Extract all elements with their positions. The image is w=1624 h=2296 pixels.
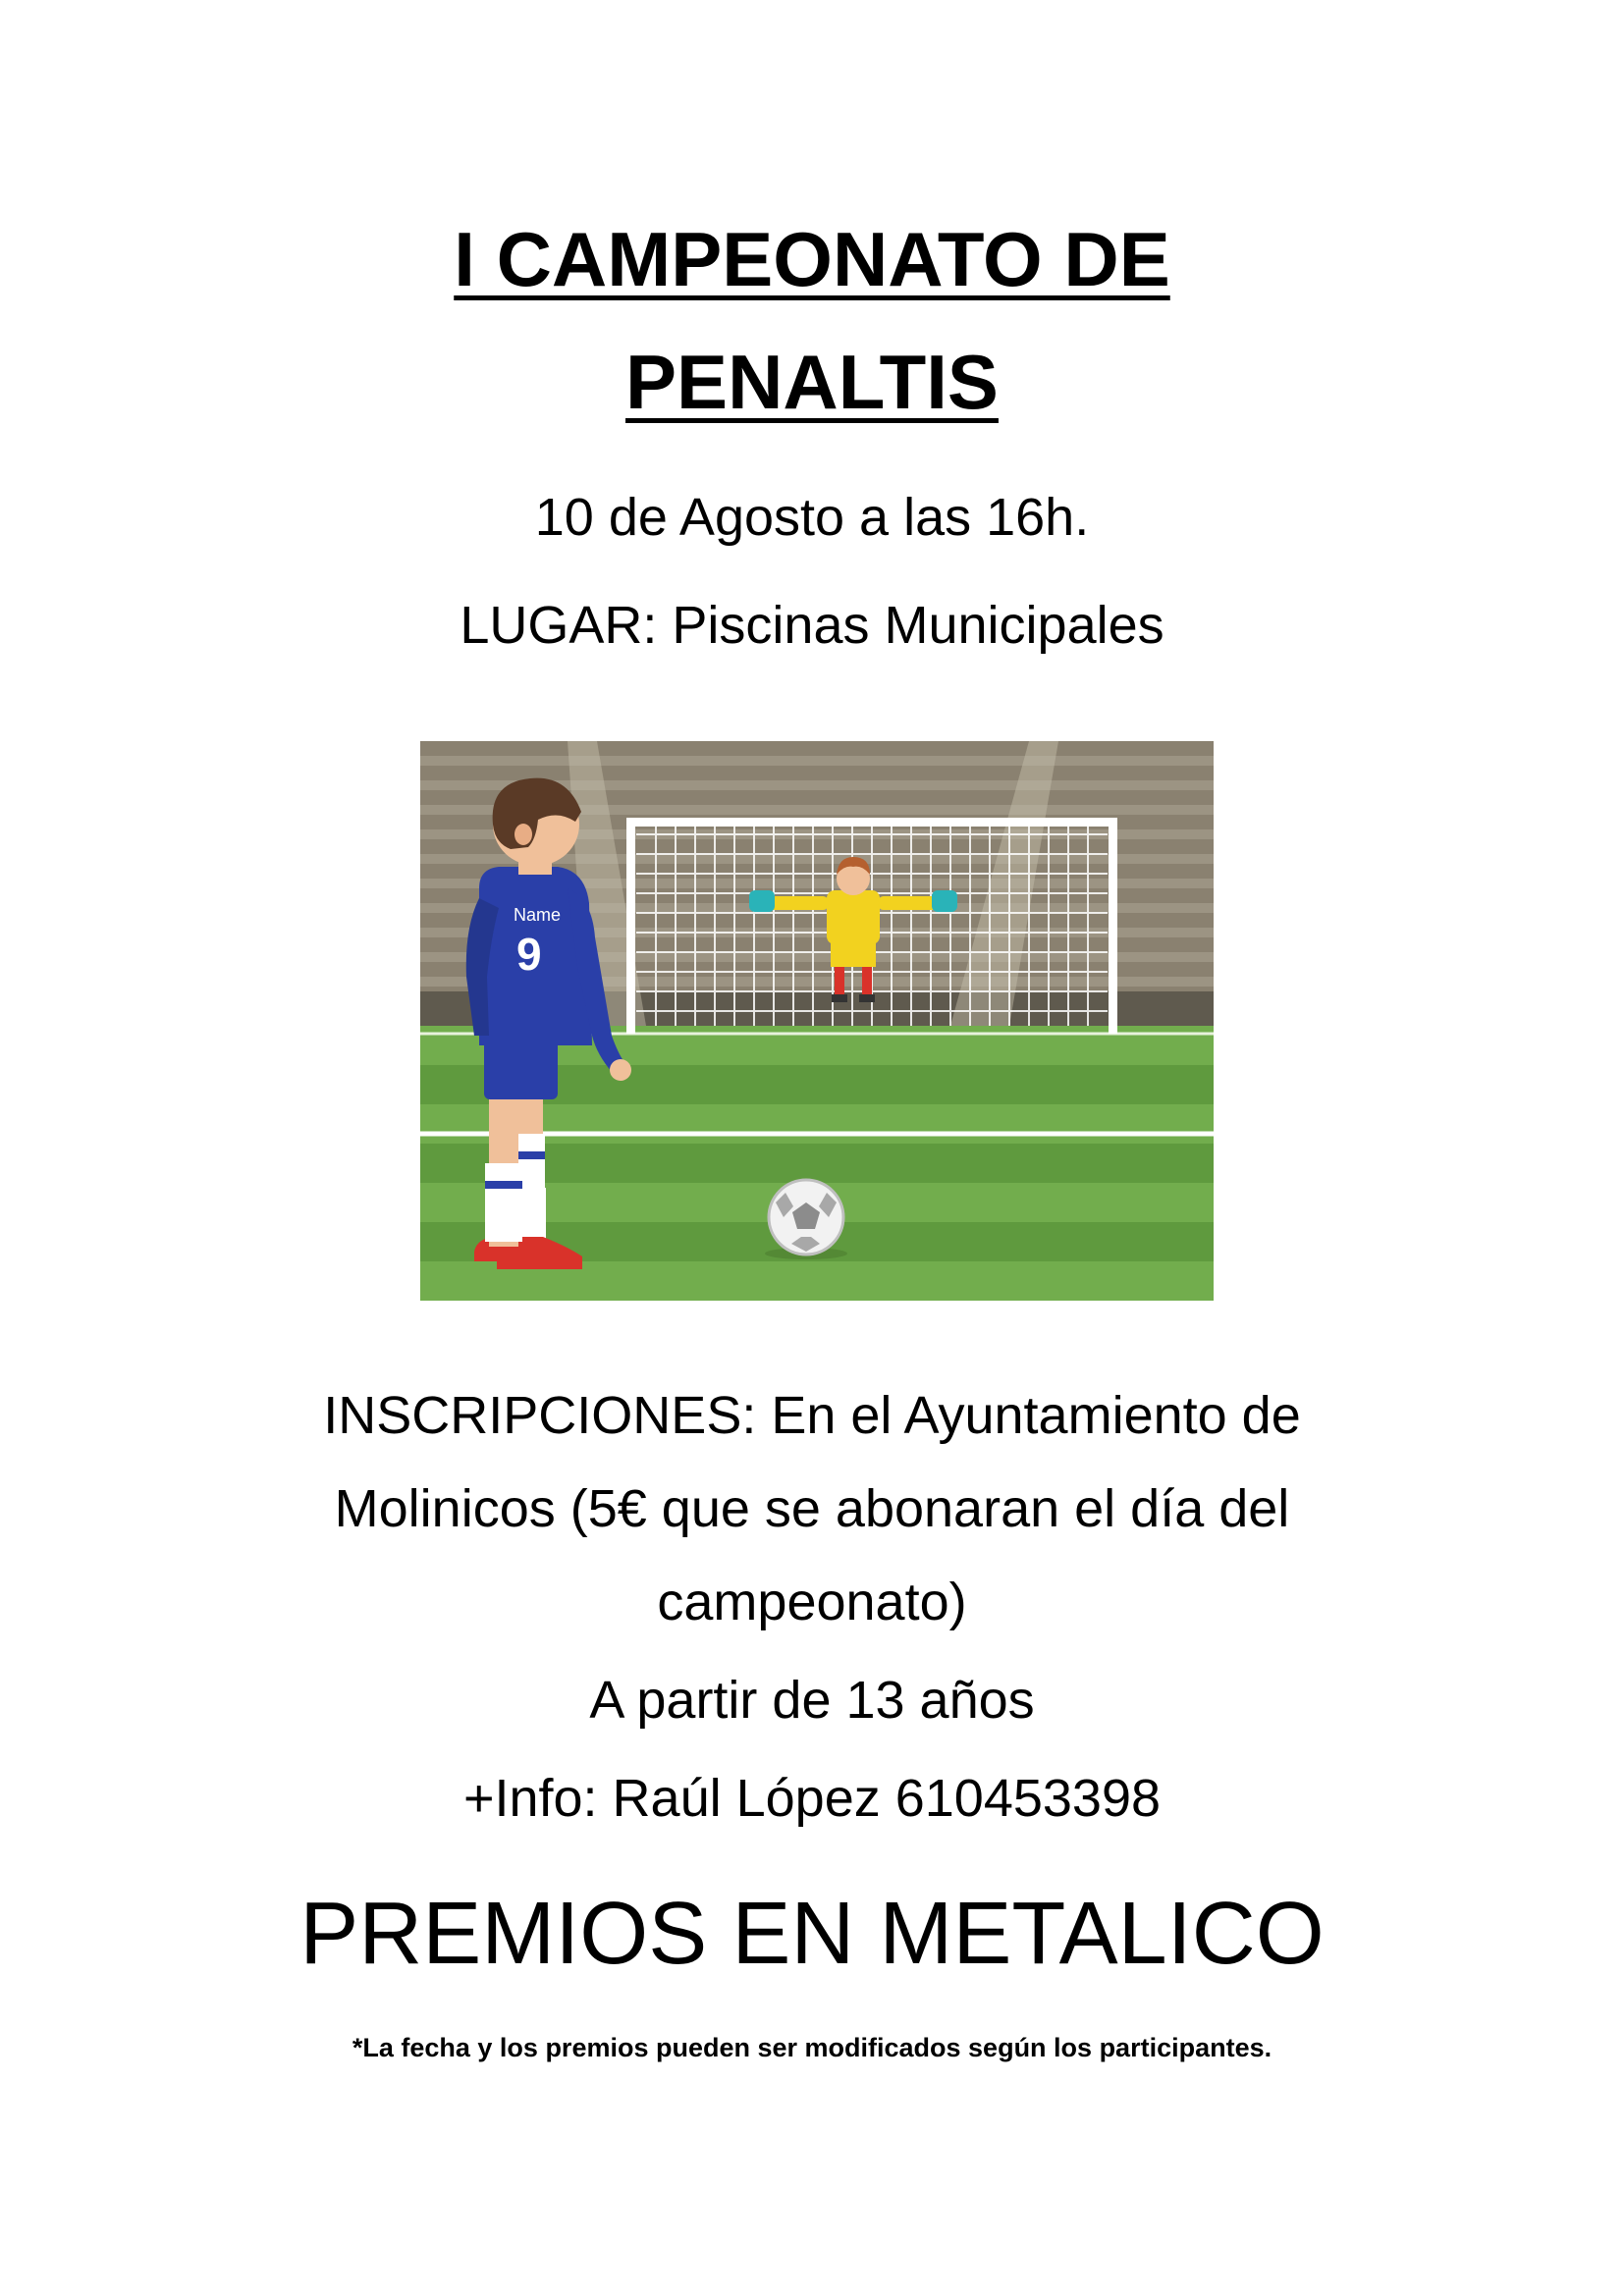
- age-requirement: A partir de 13 años: [589, 1671, 1035, 1730]
- registration-line-2: Molinicos (5€ que se abonaran el día del: [334, 1479, 1290, 1538]
- contact-info: +Info: Raúl López 610453398: [462, 1769, 1162, 1828]
- jersey-number: 9: [516, 929, 542, 980]
- registration-line-3: campeonato): [657, 1573, 967, 1631]
- footnote: *La fecha y los premios pueden ser modificados según los participantes.: [352, 2033, 1272, 2062]
- title-line-1: I CAMPEONATO DE: [454, 216, 1170, 302]
- event-place: LUGAR: Piscinas Municipales: [460, 596, 1164, 655]
- title-line-2: PENALTIS: [625, 339, 999, 425]
- event-date: 10 de Agosto a las 16h.: [534, 488, 1090, 547]
- jersey-name: Name: [514, 905, 562, 925]
- penalty-illustration: [420, 741, 1214, 1301]
- registration-line-1: INSCRIPCIONES: En el Ayuntamiento de: [323, 1386, 1301, 1445]
- prizes-heading: PREMIOS EN METALICO: [299, 1885, 1325, 1983]
